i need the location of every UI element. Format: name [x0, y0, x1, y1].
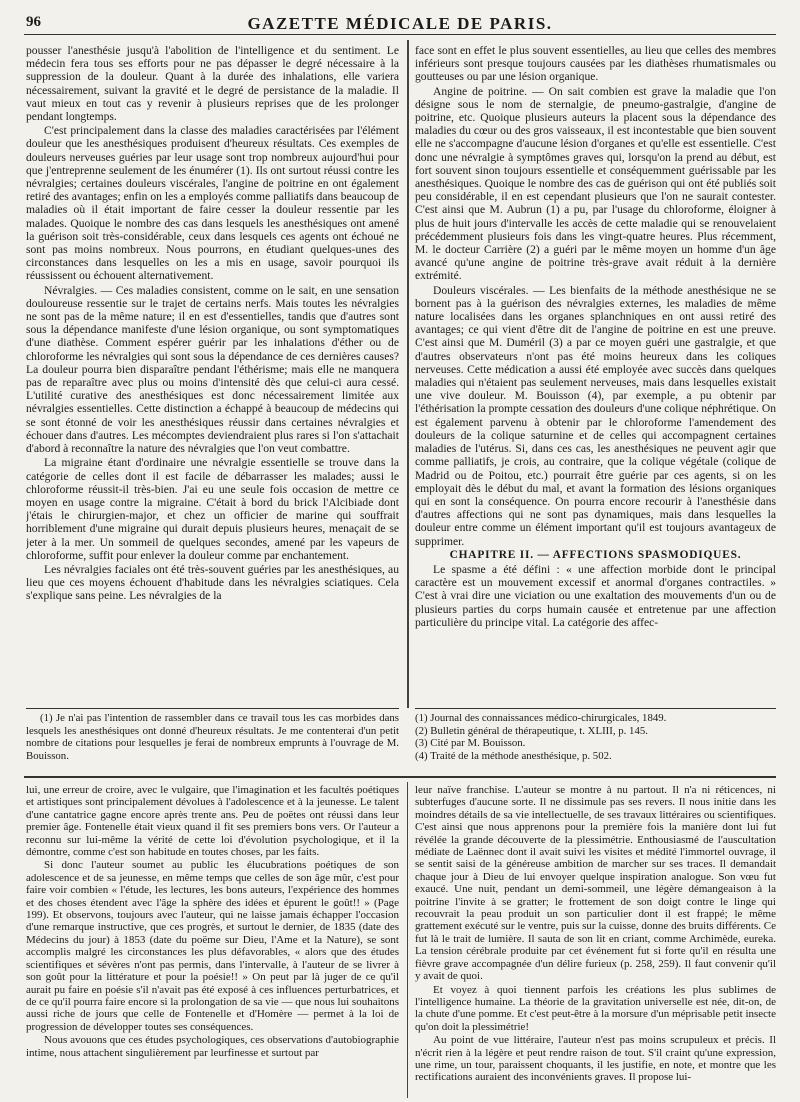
footnote: (2) Bulletin général de thérapeutique, t. XLIII, p. 145. — [415, 724, 648, 737]
bottom-left-column — [26, 784, 399, 1098]
paragraph: Au point de vue littéraire, l'auteur n'est pas moins scrupuleux et précis. Il n'écrit rien à la légère et peut rendre raison de tout. S'il craint qu'une expression, une rime, un tour, paraissent choquants, il les justifie, en note, et montre que les rectifications auraient des inconvénients graves. Il propose lui- — [415, 1034, 776, 1084]
journal-title: GAZETTE MÉDICALE DE PARIS. — [247, 14, 553, 33]
paragraph: Douleurs viscérales. — Les bienfaits de la méthode anesthésique ne se bornent pas à la guérison des névralgies externes, les maladies de même nature localisées dans les organes splanchniques en ont aussi retiré des avantages; ce qui vient d'être dit de l'angine de poitrine en est une preuve. C'est ainsi que M. Duméril (3) a par ce moyen guéri une gastralgie, et que d'autres observateurs n'ont pas été moins heureux dans les coliques nerveuses. Cette médication a aussi été employée avec succès dans quelques maladies qui n'étaient pas seulement nerveuses, mais dans lesquelles existait une vive douleur. M. Bouisson (4), par exemple, a pu obtenir par l'éthérisation la prompte cessation des douleurs d'une colique néphrétique. On est également parvenu à obtenir par le chloroforme l'amendement des douleurs de la colique saturnine et de celles qui accompagnent certaines maladies de l'utérus. Si, dans ces cas, les anesthésiques ne peuvent agir que comme palliatifs, je crois, au contraire, que la colique végétale (colique de Madrid ou de Poitou, etc.) pourrait être guérie par ces agents, si on les employait dès le début du mal, et avant la formation des lésions organiques qui en sont la conséquence. On pourra encore recourir à l'anesthésie dans d'autres affections qui ne sont pas dynamiques, mais dans lesquelles la douleur entre comme un élément important qu'il est toujours avantageux de supprimer. — [415, 283, 776, 548]
footnotes-left — [26, 712, 399, 766]
paragraph: leur naïve franchise. L'auteur se montre à nu partout. Il n'a ni réticences, ni subterfuges d'aucune sorte. Il ne dissimule pas ses revers. Il nous initie dans les moindres détails de sa vie intellectuelle, de ses travaux littéraires ou scientifiques. C'est ainsi que nous apprenons pour la première fois la manière dont lui fut révélée la grande découverte de la plessimétrie. Enthousiasmé de l'auscultation médiate de Laënnec dont il avait suivi les visites et médité l'immortel ouvrage, il se sentit saisi de la généreuse ambition de marcher sur ses traces. Il demandait chaque jour à Dieu de lui envoyer quelque inspiration analogue. Son vœu fut exaucé. Une nuit, pendant un demi-sommeil, une légère démangeaison à la poitrine l'invite à se gratter; le frottement de son doigt contre le linge qui recouvrait la peau produit un son particulier dont il est frappé; le même grattement exécuté sur le ventre, puis sur la cuisse, donne des bruits différents. Ce fut là le trait de lumière. Il sauta de son lit en criant, comme Archimède, eureka. La tension cérébrale produite par cet événement fut si forte qu'il en résulta une fièvre grave accompagnée d'un délire furieux (p. 258, 259). Il faut convenir qu'il y avait de quoi. — [415, 784, 776, 983]
feuilleton-rule — [24, 776, 776, 778]
footnote-rule-left — [26, 708, 399, 709]
page-number: 96 — [26, 14, 41, 30]
top-left-column — [26, 44, 399, 706]
footnotes-right — [415, 712, 776, 772]
paragraph: Le spasme a été défini : « une affection morbide dont le principal caractère est un mouvement excessif et anormal d'organes contractiles. » C'est à vrai dire une viciation ou une exaltation des mouvements d'un ou de plusieurs parties du corps humain causée et entretenue par une affection particulière du principe vital. La catégorie des affec- — [415, 562, 776, 629]
paragraph: lui, une erreur de croire, avec le vulgaire, que l'imagination et les facultés poétiques et artistiques sont principalement dévolues à l'adolescence et à la jeunesse. Le talent d'une cantatrice gagne encore après trente ans. Peu de poëtes ont réussi dans leur premier âge. Fontenelle était vieux quand il fit ses premiers bons vers. Or l'auteur a reconnu sur lui-même la vérité de cette loi d'évolution psychologique, et il la démontre, comme c'est son habitude en toutes choses, par les faits. — [26, 784, 399, 859]
paragraph: Névralgies. — Ces maladies consistent, comme on le sait, en une sensation douloureuse ressentie sur le trajet de certains nerfs. Mais toutes les névralgies ne sont pas de la même nature; il en est d'essentielles, tandis que d'autres sont sous la dépendance manifeste d'une lésion organique, ou sont symptomatiques d'une diathèse. Comment espérer guérir par les inhalations d'éther ou de chloroforme les névralgies qui sont sous la dépendance de ces dernières causes? La douleur pourra bien disparaître pendant l'éthérisme; mais elle ne manquera pas de reparaître avec plus ou moins d'intensité dès que celui-ci aura cessé. L'utilité curative des anesthésiques est donc nécessairement limitée aux névralgies essentielles. Cette distinction a échappé à beaucoup de médecins qui se sont étonné de voir les anesthésiques réussir dans certaines névralgies et échouer dans d'autres. Les mécomptes deviendraient plus rares si l'on s'attachait d'abord à reconnaître la nature des névralgies que l'on veut combattre. — [26, 283, 399, 456]
footnote: (1) Journal des connaissances médico-chirurgicales, 1849. — [415, 712, 667, 724]
top-right-column — [415, 44, 776, 706]
column-divider — [407, 40, 409, 708]
column-divider — [407, 782, 408, 1098]
footnote-rule-right — [415, 708, 776, 709]
paragraph: Et voyez à quoi tiennent parfois les créations les plus sublimes de l'intelligence humaine. La théorie de la gravitation universelle est née, dit-on, de la chute d'une pomme. Et c'est peut-être à la morsure d'un méprisable petit insecte qu'on doit la plessimétrie! — [415, 983, 776, 1033]
page-header — [24, 6, 776, 35]
paragraph: face sont en effet le plus souvent essentielles, au lieu que celles des membres inférieurs sont presque toujours causées par les diathèses rhumatismales ou goutteuses ou par une lésion organique. — [415, 44, 776, 84]
chapter-heading: CHAPITRE II. — AFFECTIONS SPASMODIQUES. — [449, 548, 742, 561]
paragraph: Les névralgies faciales ont été très-souvent guéries par les anesthésiques, au lieu que ces moyens échouent d'habitude dans les névralgies sciatiques. Cela s'explique sans peine. Les névralgies de la — [26, 562, 399, 603]
footnote: (4) Traité de la méthode anesthésique, p. 502. — [415, 749, 612, 762]
paragraph: La migraine étant d'ordinaire une névralgie essentielle se trouve dans la catégorie de celles dont il est facile de débarrasser les malades; aussi le chloroforme réussit-il très-bien. J'ai eu une seule fois occasion de mettre ce moyen en usage contre la migraine. C'était à bord du brick l'Alcibiade dont j'étais le chirurgien-major, et chez un officier de marine qui souffrait horriblement d'une migraine qui durait depuis plusieurs heures, menaçait de se jeter à la mer. Un sommeil de quelques secondes, amené par les vapeurs de chloroforme, suffit pour enlever la douleur comme par enchantement. — [26, 456, 399, 562]
paragraph: pousser l'anesthésie jusqu'à l'abolition de l'intelligence et du sentiment. Le médecin fera tous ses efforts pour ne pas dépasser le degré nécessaire à la suppression de la douleur. Quant à la durée des inhalations, elle variera nécessairement, suivant la gravité et le degré de persistance de la maladie. Il vaut mieux en tout cas y revenir à plusieurs reprises que de les prolonger pendant longtemps. — [26, 44, 399, 124]
paragraph: Angine de poitrine. — On sait combien est grave la maladie que l'on désigne sous le nom de sternalgie, de pneumo-gastralgie, d'angine de poitrine, etc. Quoique plusieurs auteurs la placent sous la dépendance des maladies du cœur ou des gros vaisseaux, il est incontestable que bien souvent elle ne s'accompagne d'aucune lésion d'organes et qu'elle est essentielle. C'est donc une névralgie à symptômes graves qui, lorsqu'on la prend au début, est fort souvent sinon toujours essentielle et conséquemment guérissable par les anesthésiques. Quoique le nombre des cas de guérison qui ont été publiés soit peu considérable, il en est cependant plusieurs que l'on ne saurait contester. C'est ainsi que M. Aubrun (1) a pu, par l'usage du chloroforme, éloigner à plus de huit jours d'intervalle les accès de cette maladie qui se renouvelaient précédemment plusieurs fois dans les vingt-quatre heures. Plus récemment, M. le docteur Carrière (2) a guéri par le même moyen un homme d'un âge avancé qu'une angine de poitrine très-grave avait réduit à la dernière extrémité. — [415, 84, 776, 283]
bottom-right-column — [415, 784, 776, 1098]
paragraph: Nous avouons que ces études psychologiques, ces observations d'autobiographie intime, nous attachent singulièrement par leurfinesse et surtout par — [26, 1034, 399, 1059]
footnote: (3) Cité par M. Bouisson. — [415, 737, 526, 750]
paragraph: C'est principalement dans la classe des maladies caractérisées par l'élément douleur que les anesthésiques produisent d'heureux résultats. Ces exemples de douleurs nerveuses guéries par leur usage sont trop nombreux aujourd'hui pour que j'entreprenne seulement de les énumérer (1). Ils ont surtout réussi contre les névralgies; certaines douleurs viscérales, l'angine de poitrine en ont également retiré des avantages; enfin on les a employés comme palliatifs dans beaucoup de maladies où il était important de faire cesser la douleur ressentie par les malades. Quoique le nombre des cas dans lesquels les anesthésiques ont amené la guérison soit très-considérable, ceux dans lesquels ces agents ont échoué ne sont pas moins nombreux. Nous pourrons, en étudiant quelques-unes des circonstances dans lesquelles on les a mis en usage, savoir pourquoi ils réussissent ou échouent alternativement. — [26, 124, 399, 283]
footnote: (1) Je n'ai pas l'intention de rassembler dans ce travail tous les cas morbides dans lesquels les anesthésiques ont donné d'heureux résultats. Je me contenterai d'un petit nombre de citations pour lesquelles je ferai de nombreux emprunts à l'ouvrage de M. Bouisson. — [26, 712, 399, 762]
paragraph: Si donc l'auteur soumet au public les élucubrations poétiques de son adolescence et de sa jeunesse, en même temps que celles de son âge mûr, c'est pour faire voir combien « l'étude, les lectures, les bons auteurs, l'expérience des hommes et des choses étendent avec l'âge la sphère des idées et épurent le goût!! » (Page 199). Et observons, toujours avec l'auteur, qui ne laisse jamais échapper l'occasion d'une remarque instructive, que ces progrès, et surtout le dernier, de 1835 (date des Médecins du jour) à 1853 (date du poëme sur Dieu, l'Ame et la Nature), se sont accomplis malgré les circonstances les plus défavorables, « alors que des études scientifiques et sévères n'ont pas permis, dans l'intervalle, à l'auteur de se livrer à son goût pour la littérature et pour la poésie!! » On peut par là juger de ce qu'il aurait pu faire en poésie s'il n'avait pas été exposé à ces influences perturbatrices, et de ce qu'il pourra faire encore si la prolongation de sa vie — que nous lui souhaitons aussi riche de jours que celle de Fontenelle et d'Homère — permet à la loi de progression de développer toutes ses conséquences. — [26, 859, 399, 1033]
